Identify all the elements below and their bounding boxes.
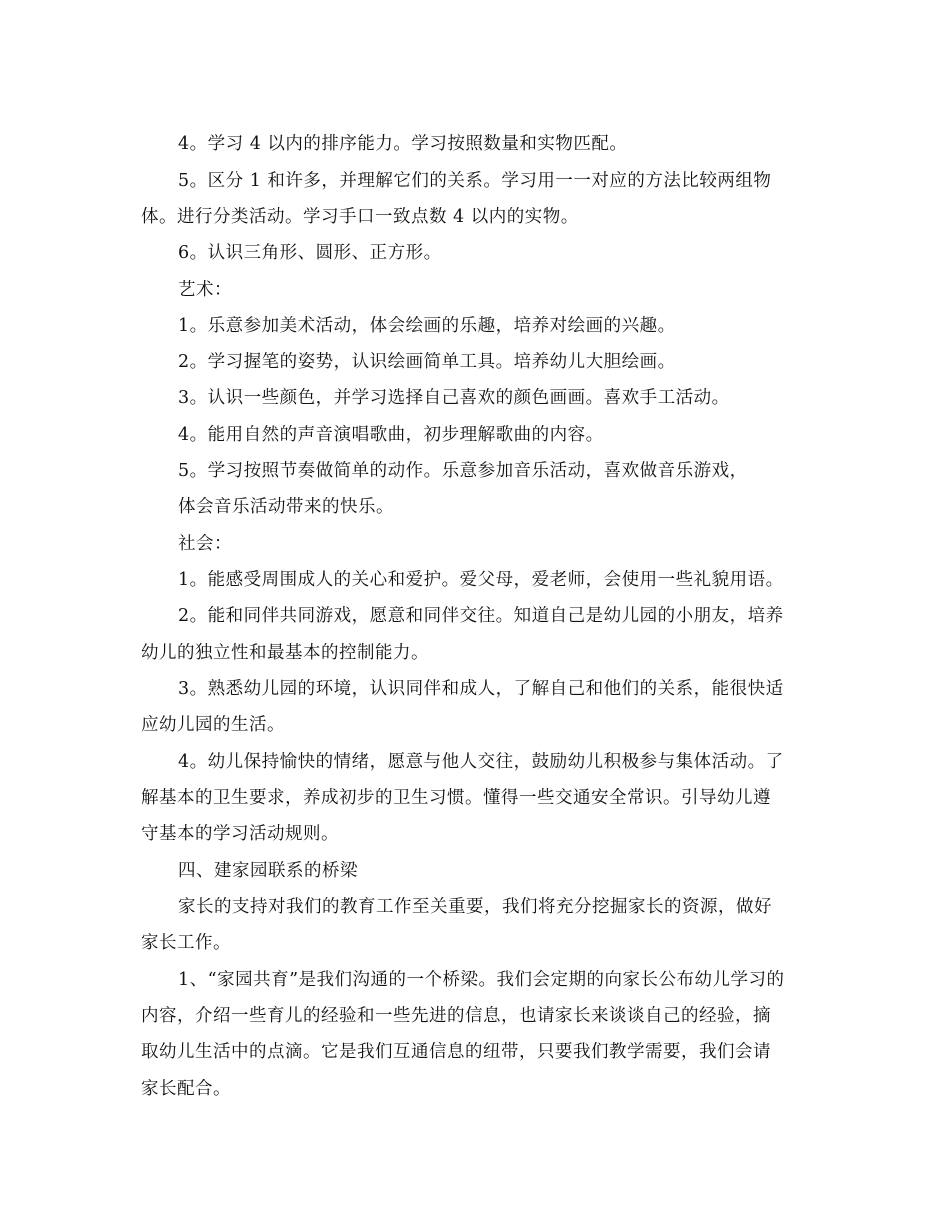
paragraph-line: 5。区分 1 和许多，并理解它们的关系。学习用一一对应的方法比较两组物 [178, 171, 772, 191]
paragraph-line: 2。学习握笔的姿势，认识绘画简单工具。培养幼儿大胆绘画。 [178, 352, 676, 372]
paragraph-line: 3。熟悉幼儿园的环境，认识同伴和成人，了解自己和他们的关系，能很快适 [178, 679, 784, 699]
paragraph-line: 解基本的卫生要求，养成初步的卫生习惯。懂得一些交通安全常识。引导幼儿遵 [141, 788, 771, 808]
section-heading: 社会： [178, 534, 232, 554]
paragraph-line: 取幼儿生活中的点滴。它是我们互通信息的纽带，只要我们教学需要，我们会请 [141, 1042, 771, 1062]
paragraph-line: 1。能感受周围成人的关心和爱护。爱父母，爱老师，会使用一些礼貌用语。 [178, 570, 784, 590]
paragraph-line: 3。认识一些颜色，并学习选择自己喜欢的颜色画画。喜欢手工活动。 [178, 388, 730, 408]
section-heading: 艺术： [178, 280, 232, 300]
paragraph-line: 家长配合。 [141, 1079, 231, 1099]
paragraph-line: 1、“家园共育”是我们沟通的一个桥梁。我们会定期的向家长公布幼儿学习的 [178, 970, 785, 990]
paragraph-line: 内容，介绍一些育儿的经验和一些先进的信息，也请家长来谈谈自己的经验，摘 [141, 1006, 771, 1026]
paragraph-line: 4。学习 4 以内的排序能力。学习按照数量和实物匹配。 [178, 134, 628, 154]
paragraph-line: 1。乐意参加美术活动，体会绘画的乐趣，培养对绘画的兴趣。 [178, 316, 676, 336]
paragraph-line: 体。进行分类活动。学习手口一致点数 4 以内的实物。 [141, 207, 579, 227]
paragraph-line: 4。能用自然的声音演唱歌曲，初步理解歌曲的内容。 [178, 425, 604, 445]
paragraph-line: 2。能和同伴共同游戏，愿意和同伴交往。知道自己是幼儿园的小朋友，培养 [178, 606, 784, 626]
paragraph-line: 守基本的学习活动规则。 [141, 824, 339, 844]
paragraph-line: 5。学习按照节奏做简单的动作。乐意参加音乐活动，喜欢做音乐游戏， [178, 461, 748, 481]
paragraph-line: 6。认识三角形、圆形、正方形。 [178, 243, 442, 263]
paragraph-line: 应幼儿园的生活。 [141, 715, 285, 735]
paragraph-line: 4。幼儿保持愉快的情绪，愿意与他人交往，鼓励幼儿积极参与集体活动。了 [178, 752, 784, 772]
section-heading: 四、建家园联系的桥梁 [178, 861, 358, 881]
paragraph-line: 家长工作。 [141, 933, 231, 953]
paragraph-line: 幼儿的独立性和最基本的控制能力。 [141, 643, 429, 663]
paragraph-line: 家长的支持对我们的教育工作至关重要，我们将充分挖掘家长的资源，做好 [178, 897, 772, 917]
paragraph-line: 体会音乐活动带来的快乐。 [178, 497, 394, 517]
